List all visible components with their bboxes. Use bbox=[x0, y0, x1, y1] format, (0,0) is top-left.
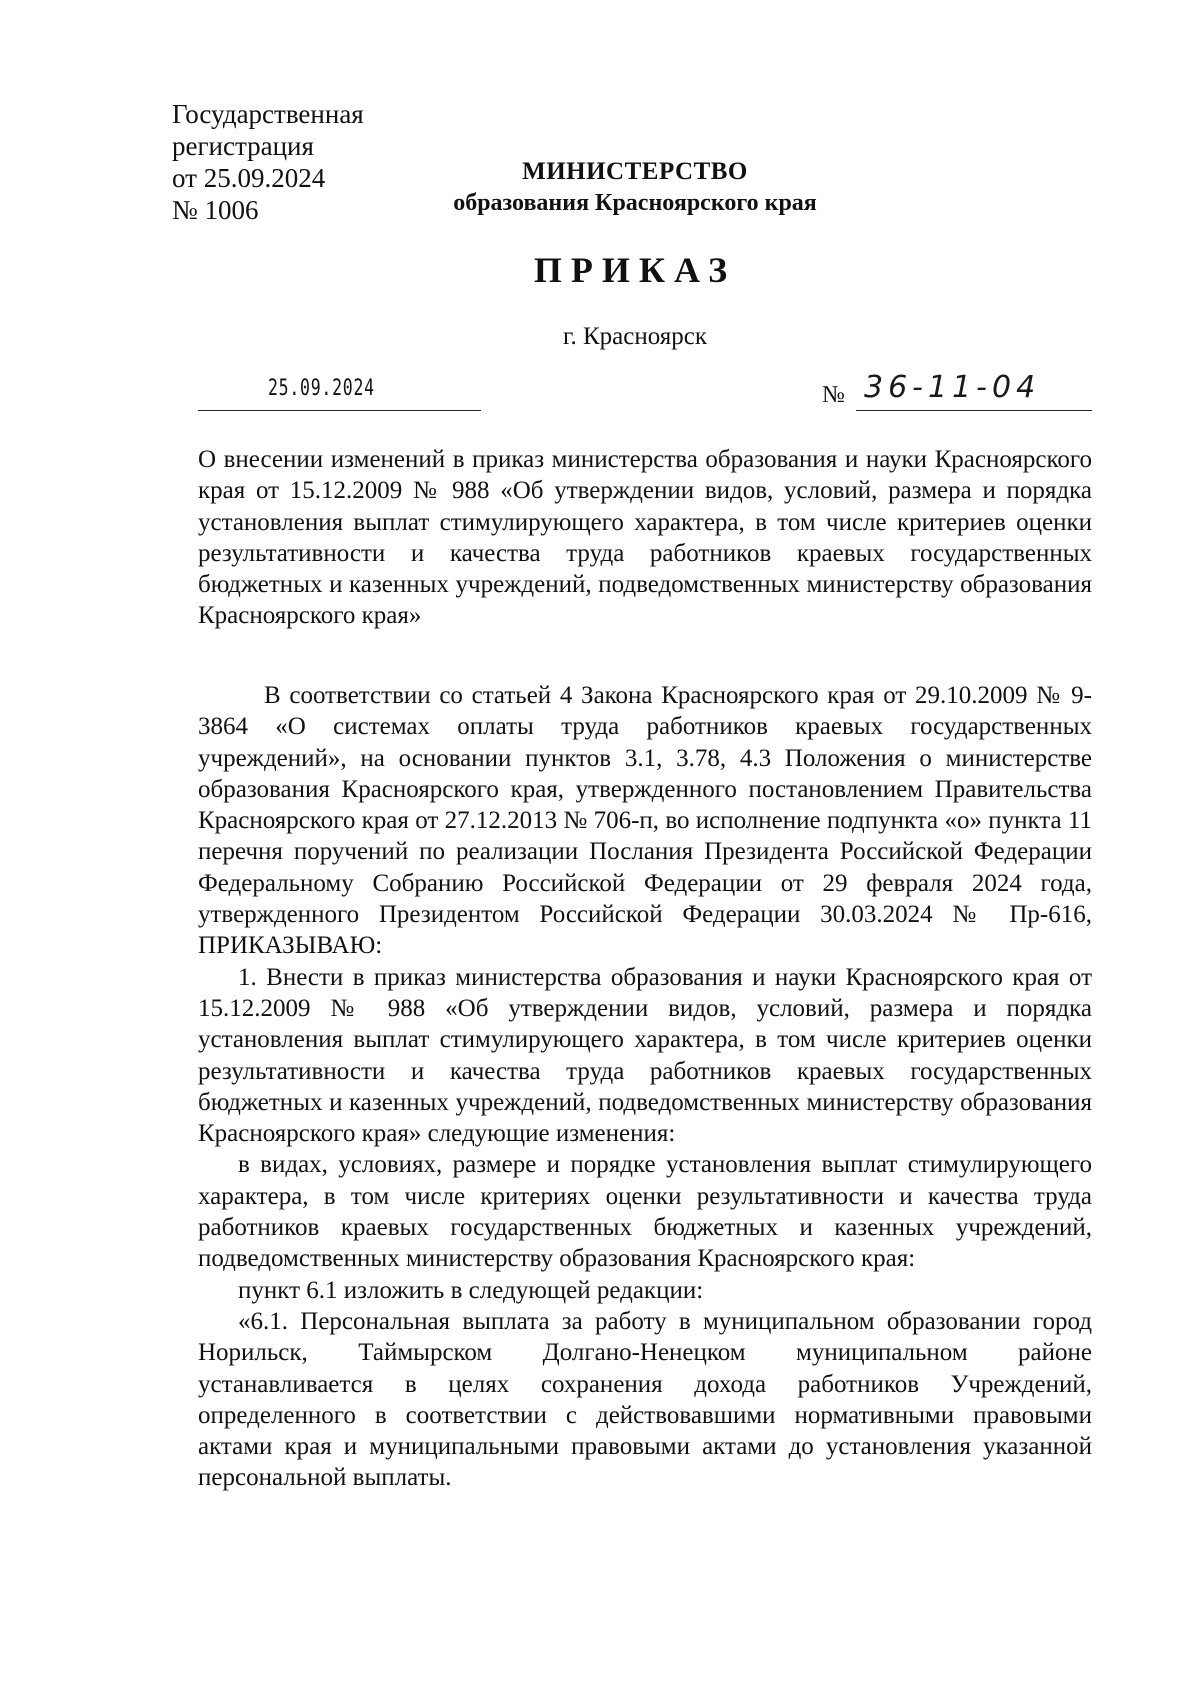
document-title: О внесении изменений в приказ министерства образования и науки Красноярского края от 15.12.2009 № 988 «Об утверждении видов, условий, размера и порядка установления выплат стимулирующего характера, в том числе критериев оценки результативности и качества труда работников краевых государственных бюджетных и казенных учреждений, подведомственных министерству образования Красноярского края» bbox=[198, 446, 1092, 630]
document-city: г. Красноярск bbox=[563, 323, 707, 350]
body-paragraph: «6.1. Персональная выплата за работу в муниципальном образовании город Норильск, Таймырском Долгано-Ненецком муниципальном районе устанавливается в целях сохранения дохода работников Учреждений, определенного в соответствии с действовавшими нормативными правовыми актами края и муниципальными правовыми актами до установления указанной персональной выплаты. bbox=[198, 1307, 1092, 1492]
document-number: 36-11-04 bbox=[864, 370, 1041, 405]
number-underline bbox=[856, 410, 1092, 411]
registration-date: от 25.09.2024 bbox=[172, 163, 326, 193]
body-paragraph: в видах, условиях, размере и порядке установления выплат стимулирующего характера, в том числе критериях оценки результативности и качества труда работников краевых государственных бюджетных и казенных учреждений, подведомственных министерству образования Красноярского края: bbox=[198, 1151, 1092, 1273]
ministry-header bbox=[420, 156, 850, 218]
ministry-title: МИНИСТЕРСТВО bbox=[522, 158, 748, 185]
body-paragraph: В соответствии со статьей 4 Закона Красноярского края от 29.10.2009 № 9-3864 «О системах оплаты труда работников краевых государственных учреждений», на основании пунктов 3.1, 3.78, 4.3 Положения о министерстве образования Красноярского края, утвержденного постановлением Правительства Красноярского края от 27.12.2013 № 706-п, во исполнение подпункта «о» пункта 11 перечня поручений по реализации Послания Президента Российской Федерации Федеральному Собранию Российской Федерации от 29 февраля 2024 года, утвержденного Президентом Российской Федерации 30.03.2024 № Пр-616, ПРИКАЗЫВАЮ: bbox=[198, 682, 1092, 960]
ministry-subtitle: образования Красноярского края bbox=[453, 190, 817, 216]
date-underline bbox=[198, 410, 481, 411]
number-label: № bbox=[822, 382, 845, 408]
body-paragraph: 1. Внести в приказ министерства образования и науки Красноярского края от 15.12.2009 № 988 «Об утверждении видов, условий, размера и порядка установления выплат стимулирующего характера, в том числе критериев оценки результативности и качества труда работников краевых государственных бюджетных и казенных учреждений, подведомственных министерству образования Красноярского края» следующие изменения: bbox=[198, 963, 1092, 1148]
body-paragraph: пункт 6.1 изложить в следующей редакции: bbox=[238, 1276, 704, 1304]
document-body bbox=[198, 680, 1092, 1494]
registration-stamp bbox=[172, 98, 364, 226]
document-date: 25.09.2024 bbox=[268, 376, 375, 401]
registration-number: № 1006 bbox=[172, 195, 259, 225]
document-type: ПРИКАЗ bbox=[533, 250, 737, 290]
registration-line: регистрация bbox=[172, 131, 314, 161]
registration-line: Государственная bbox=[172, 99, 364, 129]
